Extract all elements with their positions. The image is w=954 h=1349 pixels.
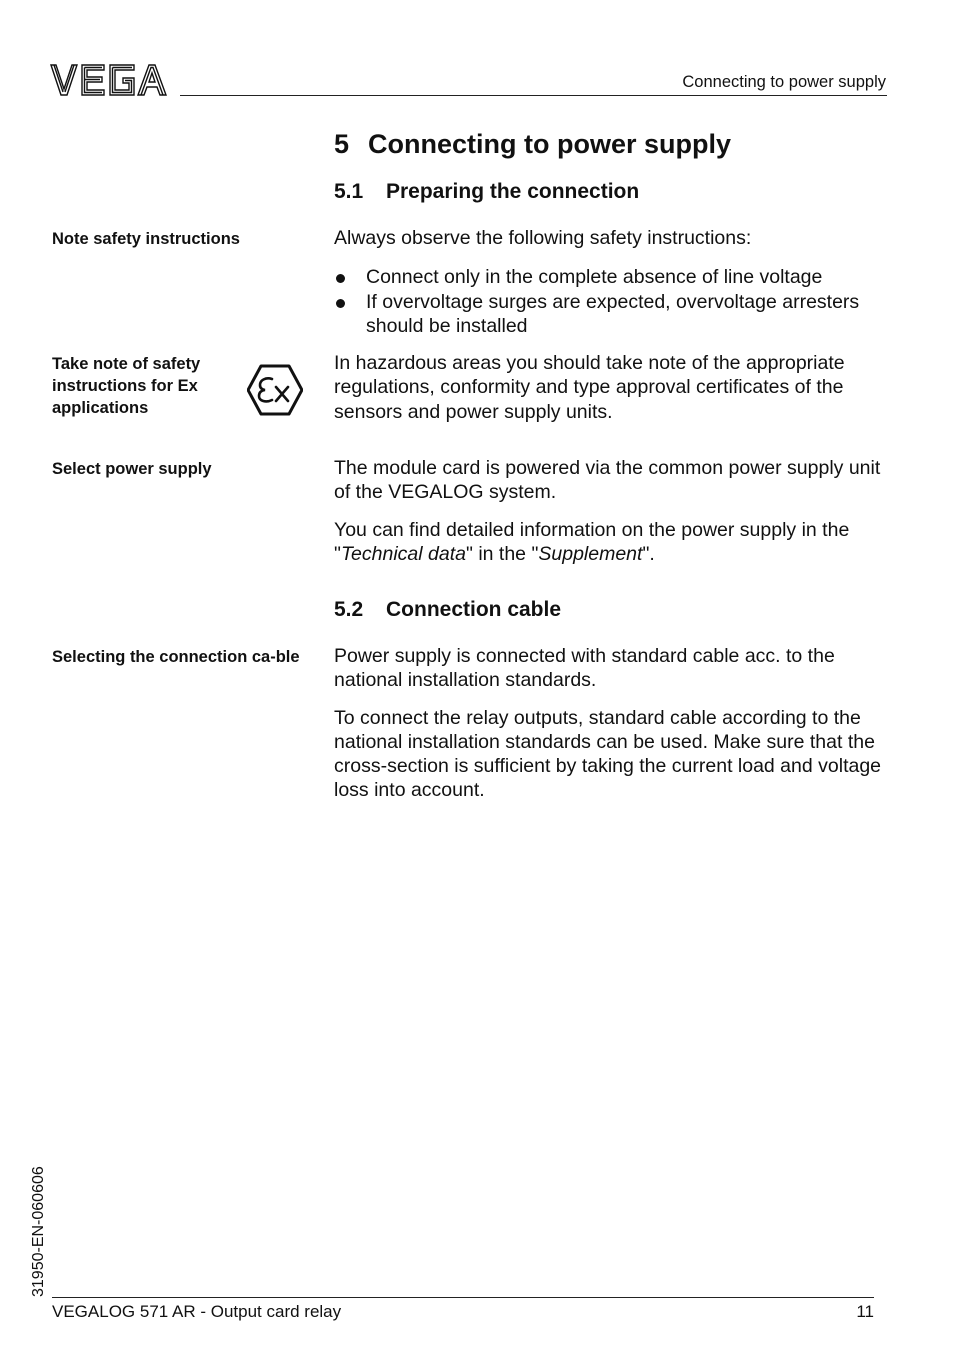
section-5-1-heading [334, 180, 639, 204]
document-id: 31950-EN-060606 [30, 1166, 47, 1297]
header-rule [180, 95, 887, 96]
cable-paragraph-2: To connect the relay outputs, standard cable according to the national installation standards can be used. Make sure that the cross-section is sufficient by taking the current load and voltage loss into account. [334, 706, 882, 802]
safety-bullet-list [334, 265, 890, 338]
page-number: 11 [856, 1302, 874, 1321]
info-text: " in the " [465, 542, 539, 565]
safety-bullet-item: Connect only in the complete absence of line voltage [334, 265, 890, 289]
power-paragraph: The module card is powered via the common power supply unit of the VEGALOG system. [334, 457, 881, 504]
section-5-1-number: 5.1 [334, 180, 364, 203]
info-ref-supplement: Supplement [538, 542, 643, 565]
power-block [334, 456, 890, 566]
info-text: ". [642, 542, 655, 565]
margin-note-safety: Note safety instructions [52, 230, 240, 248]
section-5-2-heading [334, 598, 561, 622]
header-section-title: Connecting to power supply [682, 73, 886, 91]
chapter-number: 5 [334, 129, 350, 159]
footer-rule [52, 1297, 874, 1298]
safety-block [334, 226, 890, 338]
chapter-title: Connecting to power supply [368, 129, 731, 159]
safety-bullet-item: If overvoltage surges are expected, overvoltage arresters should be installed [334, 290, 890, 339]
safety-intro: Always observe the following safety instructions: [334, 227, 752, 249]
info-paragraph [334, 518, 890, 567]
chapter-heading [334, 129, 731, 160]
info-ref-technical-data: Technical data [340, 542, 466, 565]
ex-paragraph: In hazardous areas you should take note of the appropriate regulations, conformity and type approval certificates of the sensors and power supply units. [334, 352, 845, 423]
vega-logo [50, 62, 168, 98]
cable-block [334, 644, 890, 803]
footer-product: VEGALOG 571 AR - Output card relay [52, 1302, 342, 1321]
margin-note-ex: Take note of safety instructions for Ex applications [52, 355, 201, 417]
section-5-2-title: Connection cable [386, 598, 562, 621]
margin-note-power: Select power supply [52, 460, 212, 478]
margin-note-cable: Selecting the connection ca-ble [52, 648, 300, 666]
info-text: You can find detailed information on the power supply in the " [334, 518, 850, 565]
section-5-1-title: Preparing the connection [386, 180, 640, 203]
cable-paragraph-1: Power supply is connected with standard cable acc. to the national installation standards. [334, 645, 835, 692]
section-5-2-number: 5.2 [334, 598, 364, 621]
ex-explosion-protection-icon [247, 364, 303, 416]
